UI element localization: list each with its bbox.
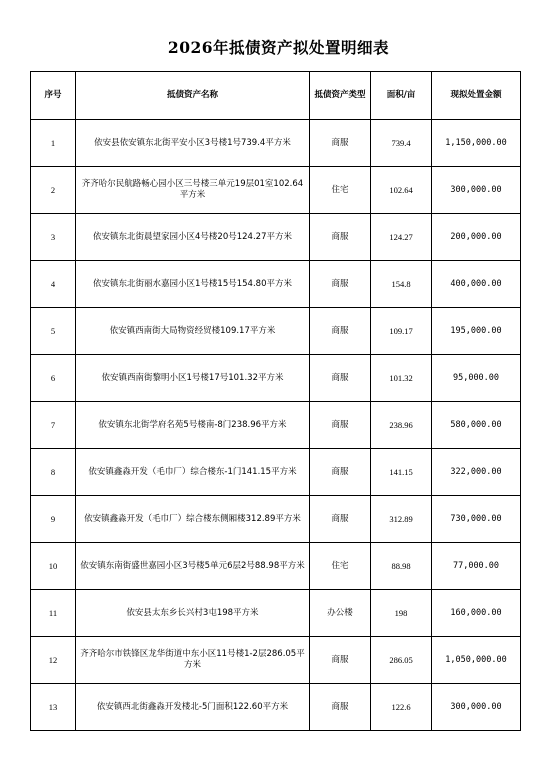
cell-area: 109.17	[371, 308, 432, 355]
table-row	[31, 590, 521, 637]
cell-name: 齐齐哈尔民航路畅心园小区三号楼三单元19层01室102.64平方米	[76, 167, 310, 214]
table-row	[31, 449, 521, 496]
cell-type: 商服	[310, 308, 371, 355]
cell-amount: 580,000.00	[432, 402, 521, 449]
cell-area: 286.05	[371, 637, 432, 684]
cell-amount: 95,000.00	[432, 355, 521, 402]
cell-area: 154.8	[371, 261, 432, 308]
table-row	[31, 496, 521, 543]
cell-amount: 1,050,000.00	[432, 637, 521, 684]
cell-name: 依安县太东乡长兴村3屯198平方米	[76, 590, 310, 637]
cell-seq: 8	[31, 449, 76, 496]
cell-amount: 400,000.00	[432, 261, 521, 308]
cell-name: 依安镇鑫淼开发（毛巾厂）综合楼东-1门141.15平方米	[76, 449, 310, 496]
cell-type: 商服	[310, 355, 371, 402]
cell-seq: 10	[31, 543, 76, 590]
cell-amount: 300,000.00	[432, 167, 521, 214]
cell-amount: 200,000.00	[432, 214, 521, 261]
cell-name: 依安镇东北街学府名苑5号楼南-8门238.96平方米	[76, 402, 310, 449]
cell-seq: 11	[31, 590, 76, 637]
cell-area: 141.15	[371, 449, 432, 496]
cell-seq: 13	[31, 684, 76, 731]
table-row	[31, 637, 521, 684]
cell-type: 商服	[310, 637, 371, 684]
cell-name: 依安镇东北街晨望家园小区4号楼20号124.27平方米	[76, 214, 310, 261]
cell-type: 商服	[310, 402, 371, 449]
cell-type: 商服	[310, 261, 371, 308]
cell-seq: 6	[31, 355, 76, 402]
cell-type: 商服	[310, 684, 371, 731]
header-area: 面积/亩	[371, 72, 432, 120]
cell-name: 依安镇西南街大局物资经贸楼109.17平方米	[76, 308, 310, 355]
cell-amount: 77,000.00	[432, 543, 521, 590]
cell-name: 齐齐哈尔市铁锋区龙华街道中东小区11号楼1-2层286.05平方米	[76, 637, 310, 684]
table-row	[31, 543, 521, 590]
cell-seq: 9	[31, 496, 76, 543]
cell-area: 101.32	[371, 355, 432, 402]
table-row	[31, 214, 521, 261]
cell-type: 办公楼	[310, 590, 371, 637]
cell-type: 商服	[310, 496, 371, 543]
asset-table	[30, 71, 521, 731]
cell-type: 住宅	[310, 543, 371, 590]
cell-area: 198	[371, 590, 432, 637]
cell-amount: 300,000.00	[432, 684, 521, 731]
cell-seq: 12	[31, 637, 76, 684]
cell-amount: 160,000.00	[432, 590, 521, 637]
cell-seq: 4	[31, 261, 76, 308]
cell-area: 238.96	[371, 402, 432, 449]
cell-name: 依安县依安镇东北街平安小区3号楼1号739.4平方米	[76, 120, 310, 167]
cell-type: 住宅	[310, 167, 371, 214]
cell-area: 739.4	[371, 120, 432, 167]
cell-name: 依安镇东南街盛世嘉园小区3号楼5单元6层2号88.98平方米	[76, 543, 310, 590]
cell-seq: 2	[31, 167, 76, 214]
cell-type: 商服	[310, 120, 371, 167]
cell-type: 商服	[310, 214, 371, 261]
cell-name: 依安镇东北街丽水嘉园小区1号楼15号154.80平方米	[76, 261, 310, 308]
table-header-row	[31, 72, 521, 120]
header-name: 抵债资产名称	[76, 72, 310, 120]
table-row	[31, 684, 521, 731]
table-row	[31, 120, 521, 167]
cell-area: 122.6	[371, 684, 432, 731]
cell-amount: 730,000.00	[432, 496, 521, 543]
header-amount: 现拟处置金额	[432, 72, 521, 120]
cell-name: 依安镇西北街鑫淼开发楼北-5门面积122.60平方米	[76, 684, 310, 731]
cell-seq: 3	[31, 214, 76, 261]
header-type: 抵债资产类型	[310, 72, 371, 120]
cell-area: 124.27	[371, 214, 432, 261]
cell-type: 商服	[310, 449, 371, 496]
cell-seq: 7	[31, 402, 76, 449]
cell-amount: 1,150,000.00	[432, 120, 521, 167]
page-title: 2026年抵债资产拟处置明细表	[167, 38, 390, 57]
cell-amount: 195,000.00	[432, 308, 521, 355]
table-row	[31, 261, 521, 308]
cell-seq: 1	[31, 120, 76, 167]
cell-seq: 5	[31, 308, 76, 355]
cell-area: 312.89	[371, 496, 432, 543]
table-row	[31, 355, 521, 402]
table-row	[31, 308, 521, 355]
table-row	[31, 402, 521, 449]
table-row	[31, 167, 521, 214]
header-seq: 序号	[31, 72, 76, 120]
cell-area: 102.64	[371, 167, 432, 214]
cell-name: 依安镇西南街黎明小区1号楼17号101.32平方米	[76, 355, 310, 402]
cell-area: 88.98	[371, 543, 432, 590]
cell-amount: 322,000.00	[432, 449, 521, 496]
cell-name: 依安镇鑫淼开发（毛巾厂）综合楼东侧厢楼312.89平方米	[76, 496, 310, 543]
